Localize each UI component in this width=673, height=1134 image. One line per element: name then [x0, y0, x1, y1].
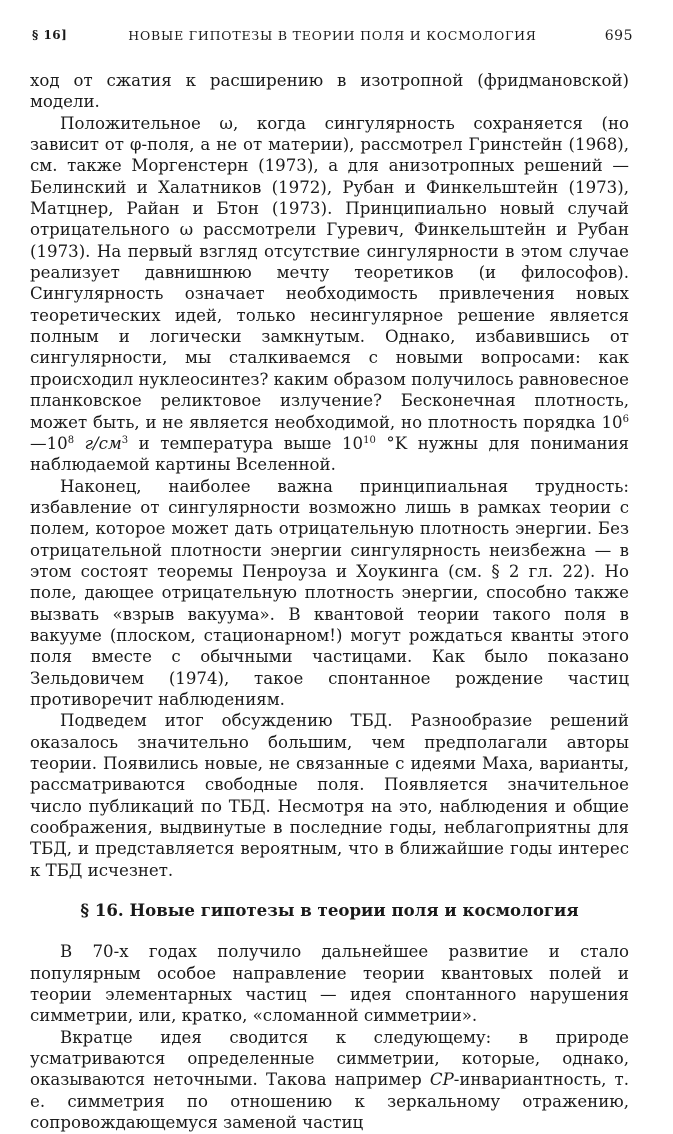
exponent: 3 [121, 434, 129, 446]
paragraph-difficulty: Наконец, наиболее важна принципиальная трудность: избавление от сингулярности возможно лишь в рамках теории с полем, которое может дать отрицательную плотность энергии. Без отрицательной плотности энергии сингулярность неизбежна — в этом состоят теоремы Пенроуза и Хоукинга (см. § 2 гл. 22). Но поле, дающее отрицательную плотность энергии, способно также вызвать «взрыв вакуума». В квантовой теории такого поля в вакууме (плоском, стационарном!) могут рождаться кванты этого поля вместе с обычными частицами. Как было показано Зельдовичем (1974), такое спонтанное рождение частиц противоречит наблюдениям. [30, 476, 629, 709]
range-dash: —10 [30, 433, 68, 453]
paragraph-continuation: ход от сжатия к расширению в изотропной (фридмановской) модели. [30, 71, 629, 112]
page-number: 695 [604, 28, 633, 44]
body-text [30, 70, 629, 1134]
paragraph-summary: Подведем итог обсуждению ТБД. Разнообразие решений оказалось значительно большим, чем предполагали авторы теории. Появились новые, не связанные с идеями Маха, варианты, рассматриваются свободные поля. Появляется значительное число публикаций по ТБД. Несмотря на это, наблюдения и общие соображения, выдвинутые в последние годы, неблагоприятны для ТБД, и представляется вероятным, что в ближайшие годы интерес к ТБД исчезнет. [30, 711, 629, 880]
paragraph-omega-text-b: и температура выше 10 [128, 433, 364, 453]
exponent: 8 [67, 434, 75, 446]
running-head-title: НОВЫЕ ГИПОТЕЗЫ В ТЕОРИИ ПОЛЯ И КОСМОЛОГИЯ [128, 28, 537, 43]
density-unit: г/см [74, 433, 122, 453]
paragraph-broken-symmetry: В 70-х годах получило дальнейшее развитие и стало популярным особое направление теории квантовых полей и теории элементарных частиц — идея спонтанного нарушения симметрии, или, кратко, «сломанной симметрии». [30, 942, 629, 1026]
paragraph-idea-text: Вкратце идея сводится к следующему: в природе усматриваются определенные симметрии, которые, однако, оказываются неточными. Такова например [30, 1027, 629, 1090]
paragraph-omega-text-c: °K нужны для понимания наблюдаемой картины Вселенной. [30, 433, 629, 475]
running-head-section: § 16] [32, 28, 68, 42]
section-heading: § 16. Новые гипотезы в теории поля и космология [80, 900, 579, 921]
exponent: 10 [363, 434, 376, 446]
cp-symbol: CP [429, 1070, 454, 1090]
exponent: 6 [622, 413, 629, 425]
paragraph-omega [30, 113, 629, 476]
paragraph-idea [30, 1027, 629, 1134]
running-head [32, 28, 633, 50]
paragraph-idea-text-b: -инвариантность, т. е. симметрия по отношению к зеркальному отражению, сопровождающемуся заменой частиц [30, 1070, 629, 1133]
paragraph-omega-text: Положительное ω, когда сингулярность сохраняется (но зависит от φ-поля, а не от материи), рассмотрел Гринстейн (1968), см. также Моргенстерн (1973), а для анизотропных решений — Белинский и Халатников (1972), Рубан и Финкельштейн (1973), Матцнер, Райан и Бтон (1973). Принципиально новый случай отрицательного ω рассмотрели Гуревич, Финкельштейн и Рубан (1973). На первый взгляд отсутствие сингулярности в этом случае реализует давнишнюю мечту теоретиков (и философов). Сингулярность означает необходимость привлечения новых теоретических идей, только несингулярное решение является полным и логически замкнутым. Однако, избавившись от сингулярности, мы сталкиваемся с новыми вопросами: как происходил нуклеосинтез? каким образом получилось равновесное планковское реликтовое излучение? Бесконечная плотность, может быть, и не является необходимой, но плотность порядка 10 [30, 113, 629, 432]
